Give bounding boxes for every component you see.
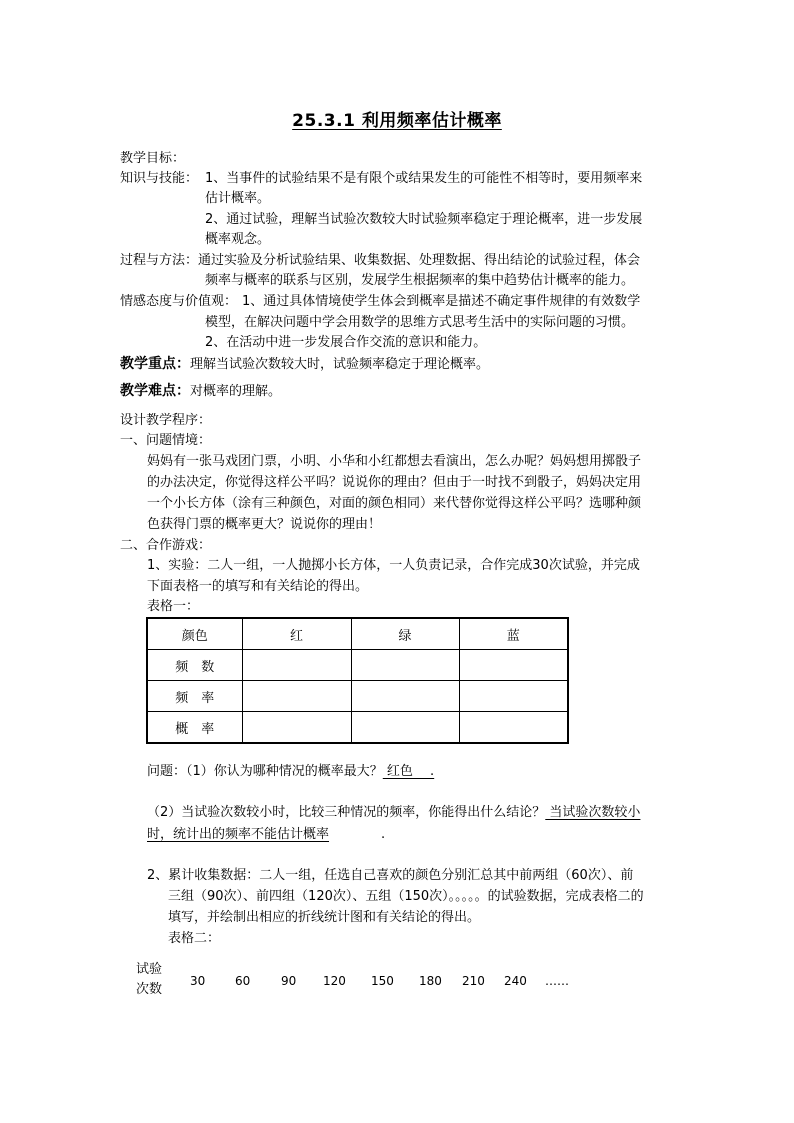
question-2-line-b [147, 826, 385, 844]
emotion-line-1a: 1、通过具体情境使学生体会到概率是描述不确定事件规律的有效数学 [242, 294, 641, 309]
trial-count: 30 [190, 974, 206, 988]
trial-count: 240 [504, 974, 527, 988]
table-cell[interactable] [459, 712, 568, 744]
process-line-a: 通过实验及分析试验结果、收集数据、处理数据、得出结论的试验过程，体会 [198, 253, 641, 268]
knowledge-line-1a: 1、当事件的试验结果不是有限个或结果发生的可能性不相等时，要用频率来 [205, 171, 643, 186]
section1-line-4: 色获得门票的概率更大？说说你的理由！ [147, 517, 382, 532]
row-label: 频 数 [147, 650, 242, 681]
table-cell[interactable] [351, 650, 459, 681]
trial-count-ellipsis: …… [545, 974, 569, 988]
table-row [147, 650, 568, 681]
section1-line-2: 的办法决定，你觉得这样公平吗？说说你的理由？但由于一时找不到骰子，妈妈决定用 [147, 475, 642, 490]
question-1-prefix: 问题：（1）你认为哪种情况的概率最大？ [147, 764, 383, 779]
question-2-answer-a: 当试验次数较小 [545, 805, 641, 820]
table-header-cell: 绿 [351, 618, 459, 650]
knowledge-line-1b: 估计概率。 [205, 191, 271, 206]
trial-count: 60 [235, 974, 251, 988]
section1-line-3: 一个小长方体（涂有三种颜色，对面的颜色相同）来代替你觉得这样公平吗？选哪种颜 [147, 496, 642, 511]
difficult-point [120, 382, 281, 401]
emotion-label: 情感态度与价值观： [120, 294, 238, 309]
table1-label: 表格一： [147, 599, 200, 614]
experiment1-line-a: 1、实验：二人一组，一人抛掷小长方体，一人负责记录，合作完成30次试验，并完成 [147, 558, 640, 573]
emotion-line-2: 2、在活动中进一步发展合作交流的意识和能力。 [205, 335, 487, 350]
row-label: 频 率 [147, 681, 242, 712]
emotion-line-1b: 模型，在解决问题中学会用数学的思维方式思考生活中的实际问题的习惯。 [205, 315, 635, 330]
question-2-line-a [147, 804, 640, 822]
process-label: 过程与方法： [120, 253, 199, 268]
question-2-suffix: . [381, 827, 386, 842]
trial-count: 120 [323, 974, 346, 988]
section1-title: 一、问题情境： [120, 433, 212, 448]
table-header-row [147, 618, 568, 650]
section2-title: 二、合作游戏： [120, 538, 212, 553]
page-title: 25.3.1 利用频率估计概率 [292, 111, 502, 131]
table-header-cell: 颜色 [147, 618, 242, 650]
key-point-label: 教学重点： [120, 356, 190, 372]
trial-count: 180 [419, 974, 442, 988]
table-cell[interactable] [351, 681, 459, 712]
table2-row-label-1: 试验 [136, 962, 163, 977]
question-1-answer: 红色 . [382, 764, 435, 779]
table-row [147, 712, 568, 744]
frequency-table [146, 617, 569, 744]
table2-row-label-2: 次数 [136, 982, 163, 997]
table-cell[interactable] [242, 681, 351, 712]
table-row [147, 681, 568, 712]
objectives-heading: 教学目标： [120, 151, 186, 166]
table-header-cell: 蓝 [459, 618, 568, 650]
row-label: 概 率 [147, 712, 242, 744]
question-2-prefix: （2）当试验次数较小时，比较三种情况的频率，你能得出什么结论？ [147, 805, 546, 820]
trial-count: 150 [371, 974, 394, 988]
table-cell[interactable] [459, 681, 568, 712]
key-point [120, 355, 489, 374]
trial-count: 210 [462, 974, 485, 988]
experiment1-line-b: 下面表格一的填写和有关结论的得出。 [147, 579, 369, 594]
table2-label: 表格二： [168, 931, 221, 946]
knowledge-label: 知识与技能： [120, 171, 199, 186]
table-header-cell: 红 [242, 618, 351, 650]
accumulate-line-c: 填写，并绘制出相应的折线统计图和有关结论的得出。 [168, 910, 481, 925]
procedure-heading: 设计教学程序： [120, 413, 212, 428]
section1-line-1: 妈妈有一张马戏团门票，小明、小华和小红都想去看演出，怎么办呢？妈妈想用掷骰子 [147, 454, 642, 469]
table-cell[interactable] [459, 650, 568, 681]
accumulate-line-b: 三组（90次）、前四组（120次）、五组（150次）。。。。。的试验数据，完成表格二的 [168, 889, 644, 904]
accumulate-line-a: 2、累计收集数据：二人一组，任选自己喜欢的颜色分别汇总其中前两组（60次）、前 [147, 868, 634, 883]
difficult-point-label: 教学难点： [120, 383, 190, 399]
question-2-answer-b: 时，统计出的频率不能估计概率 [147, 827, 330, 842]
knowledge-line-2b: 概率观念。 [205, 232, 271, 247]
trial-count: 90 [281, 974, 297, 988]
difficult-point-text: 对概率的理解。 [190, 384, 282, 399]
key-point-text: 理解当试验次数较大时，试验频率稳定于理论概率。 [190, 357, 490, 372]
knowledge-line-2a: 2、通过试验，理解当试验次数较大时试验频率稳定于理论概率，进一步发展 [205, 212, 643, 227]
table-cell[interactable] [242, 650, 351, 681]
table-cell[interactable] [351, 712, 459, 744]
process-line-b: 频率与概率的联系与区别，发展学生根据频率的集中趋势估计概率的能力。 [205, 273, 635, 288]
question-1 [147, 763, 434, 781]
table-cell[interactable] [242, 712, 351, 744]
